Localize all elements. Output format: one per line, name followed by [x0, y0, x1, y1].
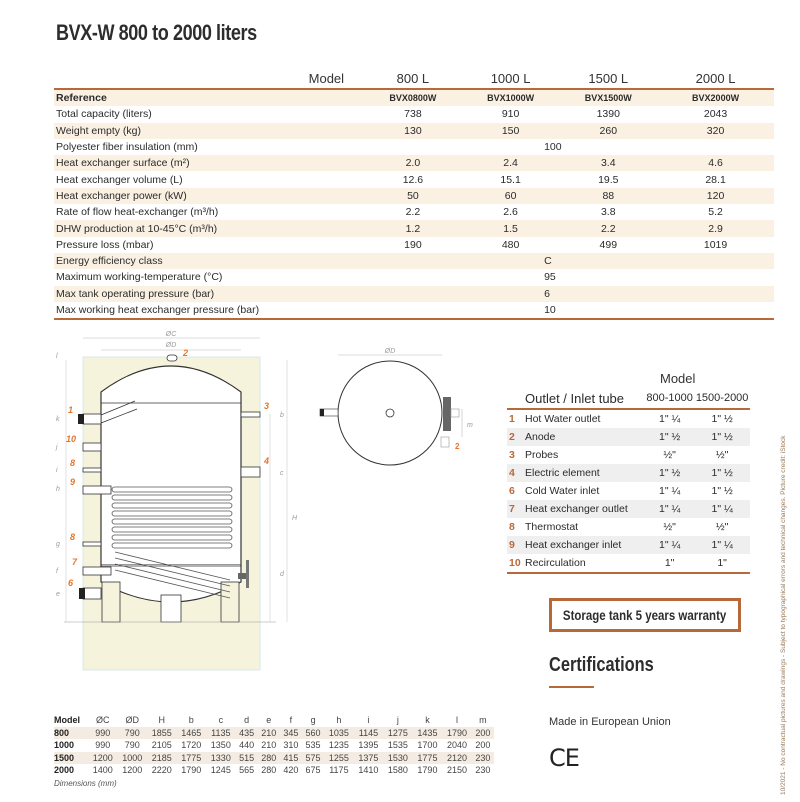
spec-row — [54, 171, 774, 187]
callout-9: 9 — [70, 477, 76, 487]
outlet-name: Heat exchanger inlet — [525, 536, 645, 554]
outlet-size-b: 1" ½ — [694, 428, 750, 446]
outlet-size-b: ½" — [715, 521, 729, 533]
dims-cell: 800 — [54, 727, 88, 740]
dim-letter-c: c — [280, 470, 284, 477]
spec-row — [54, 220, 774, 236]
dims-cell: 535 — [305, 740, 321, 751]
dims-cell: 1400 — [92, 765, 113, 776]
dims-header-row — [54, 714, 494, 727]
dims-cell: 1330 — [206, 752, 236, 765]
dims-cell: 1435 — [413, 727, 443, 740]
spec-value: 130 — [364, 123, 462, 139]
callout-3: 3 — [264, 401, 270, 411]
callout-6: 6 — [68, 578, 74, 588]
dims-cell: 1500 — [54, 752, 88, 765]
outlet-row — [507, 500, 750, 518]
spec-value: 2043 — [703, 108, 728, 121]
spec-value: 19.5 — [598, 173, 619, 186]
dims-header-cell: f — [289, 715, 293, 726]
dims-cell: 1135 — [206, 727, 236, 740]
outlet-size-a: 1" ¼ — [659, 413, 681, 425]
dims-cell: 515 — [236, 752, 258, 765]
outlet-size-a: 1" ½ — [645, 428, 694, 446]
outlet-name: Hot Water outlet — [525, 413, 601, 425]
dims-cell: 1235 — [328, 740, 349, 751]
dims-cell: 420 — [283, 765, 299, 776]
spec-label: Rate of flow heat-exchanger (m³/h) — [56, 206, 219, 219]
dims-cell: 415 — [280, 752, 302, 765]
spec-value: 1.5 — [462, 220, 560, 236]
model-header: 800 L — [364, 68, 462, 89]
dims-cell: 1775 — [413, 752, 443, 765]
dims-cell: 1255 — [324, 752, 354, 765]
dims-header-cell: i — [367, 715, 370, 726]
dims-cell: 1535 — [387, 740, 408, 751]
spec-value: 2.6 — [503, 206, 518, 219]
dims-cell: 1855 — [147, 727, 177, 740]
dims-cell: 990 — [88, 727, 118, 740]
dimensions-note: Dimensions (mm) — [54, 779, 117, 788]
outlet-number: 7 — [507, 500, 525, 518]
dims-cell: 1580 — [387, 765, 408, 776]
dims-cell: 1790 — [442, 727, 472, 740]
outlet-number: 6 — [509, 485, 515, 497]
dims-cell: 1350 — [210, 740, 231, 751]
dim-letter-j: j — [56, 444, 58, 451]
dims-cell: 1530 — [383, 752, 413, 765]
dims-cell: 1375 — [354, 752, 384, 765]
spec-value: 1019 — [703, 238, 728, 251]
dims-cell: 200 — [475, 740, 491, 751]
spec-row — [54, 286, 774, 302]
spec-label: Total capacity (liters) — [56, 108, 152, 121]
spec-value: 2.4 — [462, 155, 560, 171]
callout-1: 1 — [68, 405, 74, 415]
dim-letter-H: H — [292, 515, 298, 522]
spec-value: 15.1 — [500, 173, 521, 186]
top-callout-2: 2 — [455, 442, 460, 451]
dims-header-cell: H — [158, 715, 166, 726]
outlet-name: Thermostat — [525, 521, 579, 533]
spec-row — [54, 123, 774, 139]
outlet-row — [507, 409, 750, 428]
spec-value: 5.2 — [708, 206, 723, 219]
outlet-number: 10 — [507, 554, 525, 573]
spec-common-value: 10 — [364, 302, 774, 319]
outlet-size-b: ½" — [715, 449, 729, 461]
spec-label: Energy efficiency class — [54, 253, 364, 269]
spec-row — [54, 155, 774, 171]
dims-cell: 790 — [118, 727, 148, 740]
dims-cell: 575 — [302, 752, 324, 765]
dims-cell: 310 — [283, 740, 299, 751]
spec-label: Weight empty (kg) — [54, 123, 364, 139]
dimensions-table — [54, 714, 494, 777]
dims-cell: 440 — [239, 740, 255, 751]
outlet-name: Cold Water inlet — [525, 485, 600, 497]
dims-row — [54, 764, 494, 777]
outlet-size-b: 1" ¼ — [694, 536, 750, 554]
dim-m-label: m — [467, 422, 473, 429]
dims-header-cell: h — [336, 715, 342, 726]
dims-header-cell: e — [266, 715, 272, 726]
model-header: 2000 L — [657, 68, 774, 89]
outlet-size-a: 1" — [645, 554, 694, 573]
outlet-size-a: 1" ¼ — [645, 536, 694, 554]
dims-header-cell: m — [479, 715, 487, 726]
tank-section-diagram — [40, 330, 300, 705]
dims-cell: 2000 — [54, 765, 75, 776]
outlet-number: 4 — [507, 464, 525, 482]
dims-cell: 1775 — [177, 752, 207, 765]
dims-cell: 2185 — [147, 752, 177, 765]
outlet-number: 8 — [509, 521, 515, 533]
spec-table — [54, 68, 774, 320]
certifications-underline — [549, 686, 594, 688]
spec-value: 2.0 — [364, 155, 462, 171]
dims-cell: 345 — [280, 727, 302, 740]
dims-cell: 1465 — [177, 727, 207, 740]
dims-cell: 1200 — [88, 752, 118, 765]
outlet-model-label: Model — [660, 371, 696, 386]
outlet-size-a: 1" ¼ — [659, 485, 681, 497]
dims-cell: 1790 — [417, 765, 438, 776]
dims-row — [54, 727, 494, 740]
dims-cell: 2150 — [446, 765, 467, 776]
dim-od-top-label: ØD — [384, 348, 396, 355]
spec-label: DHW production at 10-45°C (m³/h) — [54, 220, 364, 236]
spec-value: 260 — [559, 123, 657, 139]
spec-row — [54, 106, 774, 122]
dims-header-cell: ØD — [125, 715, 140, 726]
dim-letter-b: b — [280, 412, 284, 419]
model-label: Model — [54, 68, 364, 89]
dims-cell: 280 — [258, 752, 280, 765]
outlet-size-b: 1" ¼ — [694, 500, 750, 518]
outlet-size-a: ½" — [663, 521, 676, 533]
dims-cell: 210 — [261, 740, 277, 751]
dims-cell: 1175 — [329, 765, 349, 776]
spec-row — [54, 89, 774, 106]
spec-value: 88 — [559, 188, 657, 204]
outlet-row — [507, 536, 750, 554]
made-in-text: Made in European Union — [549, 716, 671, 728]
spec-value: 50 — [364, 188, 462, 204]
dims-cell: 280 — [261, 765, 277, 776]
outlet-row — [507, 464, 750, 482]
spec-value: BVX2000W — [657, 89, 774, 106]
tank-top-view-diagram — [310, 345, 490, 485]
dims-cell: 1410 — [358, 765, 379, 776]
spec-value: 120 — [657, 188, 774, 204]
spec-row — [54, 237, 774, 253]
dims-cell: 1700 — [417, 740, 438, 751]
certifications-title: Certifications — [549, 654, 654, 676]
dims-cell: 1145 — [354, 727, 384, 740]
outlet-size-a: ½" — [663, 449, 676, 461]
outlet-table — [507, 388, 750, 574]
spec-value: 910 — [501, 108, 520, 121]
spec-header-row — [54, 68, 774, 89]
ce-mark-icon: CE — [549, 744, 579, 772]
spec-label: Max working heat exchanger pressure (bar) — [54, 302, 364, 319]
outlet-header-label: Outlet / Inlet tube — [525, 388, 645, 409]
dims-cell: 2105 — [151, 740, 172, 751]
dims-cell: 560 — [302, 727, 324, 740]
spec-row — [54, 139, 774, 155]
outlet-size-a: 1" ½ — [645, 464, 694, 482]
dims-cell: 565 — [239, 765, 255, 776]
spec-value: 3.4 — [559, 155, 657, 171]
dim-oc-label: ØC — [165, 331, 177, 338]
outlet-name: Recirculation — [525, 554, 645, 573]
spec-label: Heat exchanger volume (L) — [56, 173, 183, 186]
dims-cell: 2120 — [442, 752, 472, 765]
spec-label: Maximum working-temperature (°C) — [56, 271, 223, 284]
dim-letter-d: d — [280, 571, 284, 578]
spec-label: Heat exchanger surface (m²) — [54, 155, 364, 171]
dims-header-cell: b — [188, 715, 194, 726]
callout-2: 2 — [183, 348, 189, 358]
dims-cell: 230 — [475, 765, 491, 776]
spec-common-value: 6 — [364, 286, 774, 302]
callout-8-top: 8 — [70, 458, 76, 468]
disclaimer-text: 10/2021 - No contractual pictures and drawings - Subject to typographical errors and technical changes. Picture credit: iStock — [780, 435, 787, 795]
spec-value: 480 — [501, 238, 520, 251]
dim-letter-h: h — [56, 486, 60, 493]
spec-value: BVX1000W — [462, 89, 560, 106]
spec-value: 1390 — [596, 108, 620, 121]
model-header: 1500 L — [559, 68, 657, 89]
spec-label: Heat exchanger power (kW) — [54, 188, 364, 204]
callout-10: 10 — [66, 434, 77, 444]
spec-label: Reference — [54, 89, 364, 106]
dims-cell: 1245 — [210, 765, 231, 776]
outlet-row — [507, 554, 750, 573]
spec-row — [54, 253, 774, 269]
outlet-name: Heat exchanger outlet — [525, 500, 645, 518]
outlet-row — [507, 446, 750, 464]
outlet-number: 3 — [509, 449, 515, 461]
outlet-row — [507, 518, 750, 536]
outlet-header-col: 800-1000 — [645, 388, 694, 409]
outlet-row — [507, 482, 750, 500]
spec-row — [54, 204, 774, 220]
outlet-number: 9 — [507, 536, 525, 554]
dims-header-cell: ØC — [96, 715, 110, 726]
dim-letter-f: f — [56, 568, 58, 575]
spec-value: 2.2 — [559, 220, 657, 236]
dims-cell: 200 — [472, 727, 494, 740]
dims-cell: 1000 — [118, 752, 148, 765]
dims-header-cell: j — [396, 715, 399, 726]
dims-cell: 790 — [124, 740, 140, 751]
dims-header-cell: Model — [54, 715, 80, 726]
spec-row — [54, 188, 774, 204]
dim-letter-l: l — [56, 353, 58, 360]
dims-cell: 1720 — [181, 740, 202, 751]
spec-value: 738 — [404, 108, 422, 121]
spec-row — [54, 302, 774, 319]
dim-letter-e: e — [56, 591, 60, 598]
dims-header-cell: k — [425, 715, 430, 726]
dims-row — [54, 739, 494, 752]
dims-header-cell: d — [244, 715, 250, 726]
spec-value: 28.1 — [705, 173, 726, 186]
dims-cell: 1200 — [122, 765, 143, 776]
model-header: 1000 L — [462, 68, 560, 89]
spec-value: BVX0800W — [364, 89, 462, 106]
dims-header-cell: l — [455, 715, 458, 726]
dim-letter-i: i — [56, 467, 58, 474]
dims-row — [54, 752, 494, 765]
dims-cell: 2040 — [446, 740, 467, 751]
spec-common-value: C — [364, 253, 774, 269]
dims-cell: 230 — [472, 752, 494, 765]
spec-label: Polyester fiber insulation (mm) — [56, 141, 198, 154]
spec-value: 12.6 — [402, 173, 424, 186]
dims-cell: 1035 — [324, 727, 354, 740]
dims-cell: 2220 — [151, 765, 172, 776]
spec-value: 150 — [462, 123, 560, 139]
callout-4: 4 — [264, 456, 270, 466]
spec-value: 1.2 — [364, 220, 462, 236]
outlet-name: Probes — [525, 449, 559, 461]
outlet-name: Anode — [525, 428, 645, 446]
dims-cell: 1275 — [383, 727, 413, 740]
spec-value: 60 — [462, 188, 560, 204]
dims-cell: 435 — [236, 727, 258, 740]
spec-label: Pressure loss (mbar) — [56, 238, 154, 251]
dims-cell: 990 — [95, 740, 111, 751]
spec-common-value: 100 — [544, 141, 562, 154]
outlet-number: 1 — [509, 413, 515, 425]
spec-value: 320 — [657, 123, 774, 139]
spec-value: 3.8 — [600, 206, 616, 219]
dims-cell: 1000 — [54, 740, 75, 751]
spec-common-value: 95 — [544, 271, 556, 284]
outlet-row — [507, 428, 750, 446]
warranty-badge — [549, 598, 741, 632]
spec-row — [54, 269, 774, 285]
dim-letter-k: k — [56, 416, 60, 423]
spec-label: Max tank operating pressure (bar) — [54, 286, 364, 302]
outlet-size-b: 1" ½ — [711, 413, 733, 425]
outlet-size-b: 1" ½ — [711, 485, 733, 497]
dims-cell: 675 — [305, 765, 321, 776]
spec-value: 499 — [599, 238, 618, 251]
dims-header-cell: g — [310, 715, 316, 726]
dims-cell: 1790 — [181, 765, 202, 776]
spec-value: BVX1500W — [559, 89, 657, 106]
spec-value: 2.9 — [657, 220, 774, 236]
dims-cell: 1395 — [358, 740, 379, 751]
dims-cell: 210 — [258, 727, 280, 740]
spec-value: 190 — [404, 238, 422, 251]
callout-7: 7 — [72, 557, 78, 567]
outlet-size-b: 1" — [694, 554, 750, 573]
spec-value: 4.6 — [657, 155, 774, 171]
callout-8: 8 — [70, 532, 76, 542]
outlet-size-b: 1" ½ — [694, 464, 750, 482]
outlet-name: Electric element — [525, 464, 645, 482]
page-title: BVX-W 800 to 2000 liters — [56, 20, 257, 45]
dims-header-cell: c — [218, 715, 224, 726]
outlet-header-row — [507, 388, 750, 409]
outlet-header-col: 1500-2000 — [694, 388, 750, 409]
spec-value: 2.2 — [405, 206, 421, 219]
outlet-size-a: 1" ¼ — [645, 500, 694, 518]
dim-od-label: ØD — [165, 342, 177, 349]
dim-letter-g: g — [56, 541, 60, 548]
warranty-text: Storage tank 5 years warranty — [563, 607, 727, 623]
outlet-number: 2 — [507, 428, 525, 446]
